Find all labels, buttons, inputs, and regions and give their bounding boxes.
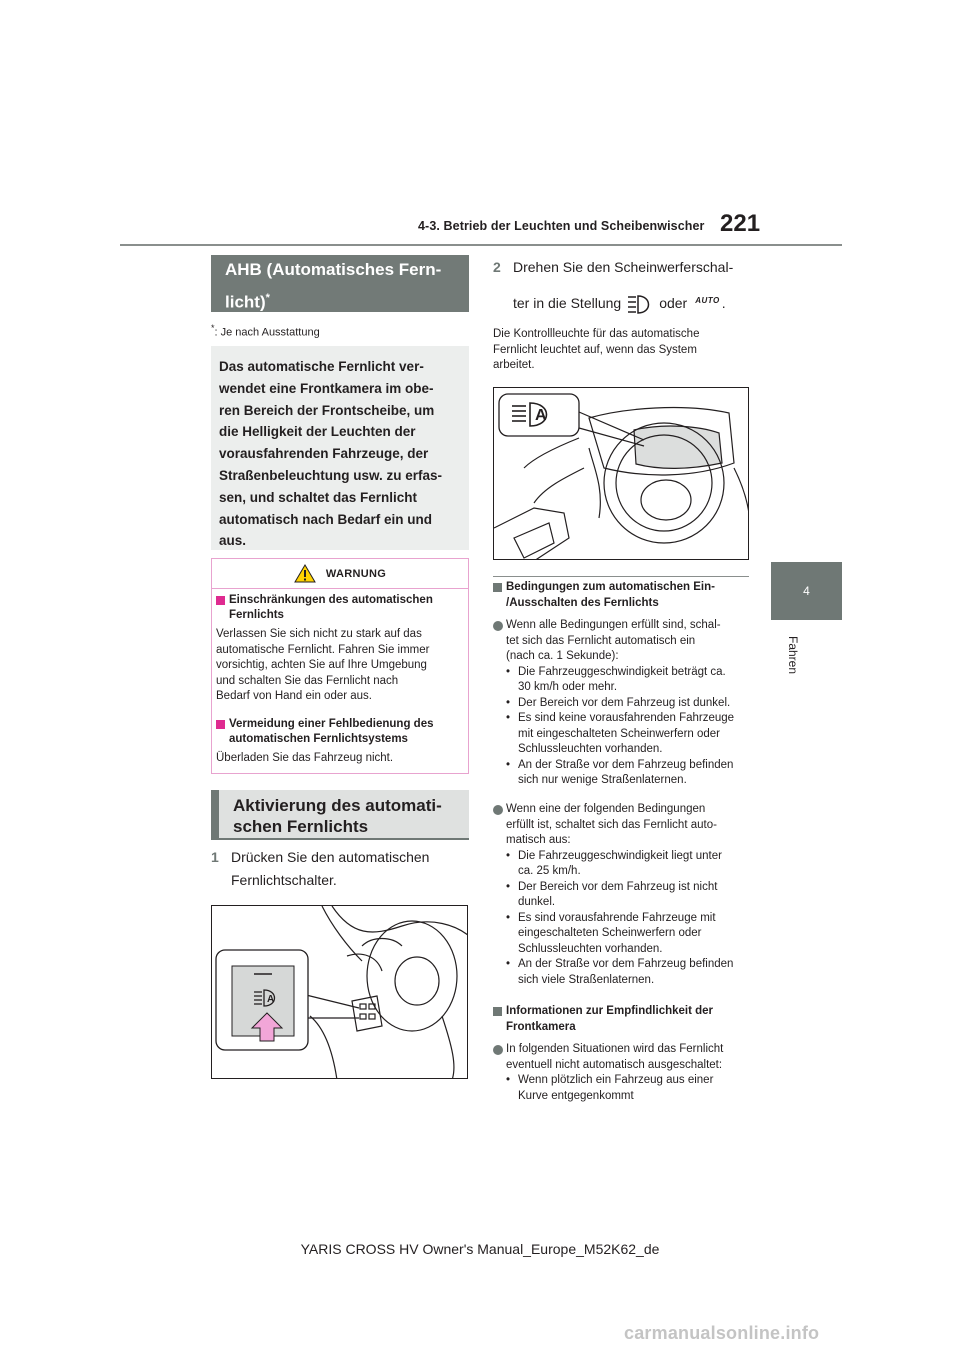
list-item: • An der Straße vor dem Fahrzeug befinden sich viele Straßenlaternen. bbox=[506, 957, 755, 988]
chapter-number: 4 bbox=[803, 584, 810, 598]
warning-subheading-2: Vermeidung einer Fehlbedienung des automatischen Fernlichtsystems bbox=[216, 717, 433, 747]
warning-text-2: Überladen Sie das Fahrzeug nicht. bbox=[216, 752, 394, 764]
dashboard-illustration bbox=[493, 387, 749, 560]
main-title-line2: licht) bbox=[225, 292, 266, 312]
warning-triangle-icon bbox=[294, 564, 316, 583]
list-item: • Der Bereich vor dem Fahrzeug ist nicht dunkel. bbox=[506, 880, 755, 911]
list-item: • Es sind vorausfahrende Fahrzeuge mit eingeschalteten Scheinwerfern oder Schlussleuchten vorhanden. bbox=[506, 911, 755, 958]
instrument-cluster-drawing bbox=[494, 388, 749, 560]
list-item: • Wenn plötzlich ein Fahrzeug aus einer Kurve entgegenkommt bbox=[506, 1073, 755, 1104]
warning-header bbox=[212, 559, 468, 589]
list-item: • An der Straße vor dem Fahrzeug befinden sich nur wenige Straßenlaternen. bbox=[506, 758, 755, 789]
step-1: 1 Drücken Sie den automatischen Fernlichtschalter. bbox=[211, 849, 430, 888]
step-2: 2 Drehen Sie den Scheinwerferschal- ter in die Stellung oder AUTO . bbox=[493, 256, 763, 318]
column-divider bbox=[493, 576, 749, 577]
camera-list bbox=[506, 1073, 755, 1104]
conditions-off-paragraph: Wenn eine der folgenden Bedingungen erfüllt ist, schaltet sich das Fernlicht auto- matisch aus: • Die Fahrzeuggeschwindigkeit liegt unter ca. 25 km/h. • Der Bereich vor dem Fahrzeug ist nicht dunkel. • Es sind vorausfahrende Fahrzeuge mit eingeschalteten Scheinwerfern oder Schlussleuchten vorhanden. • An der Straße vor dem Fahrzeug befinden sich viele Straßenlaternen. bbox=[493, 802, 755, 988]
conditions-on-paragraph: Wenn alle Bedingungen erfüllt sind, schal- tet sich das Fernlicht automatisch ein (nach ca. 1 Sekunde): • Die Fahrzeuggeschwindigkeit beträgt ca. 30 km/h oder mehr. • Der Bereich vor dem Fahrzeug ist dunkel. • Es sind keine vorausfahrenden Fahrzeuge mit eingeschalteten Scheinwerfern oder Schlussleuchten vorhanden. • An der Straße vor dem Fahrzeug befinden sich nur wenige Straßenlaternen. bbox=[493, 618, 755, 789]
conditions-off-list bbox=[506, 849, 755, 989]
section-header: 4-3. Betrieb der Leuchten und Scheibenwischer bbox=[418, 219, 705, 233]
conditions-on-list bbox=[506, 665, 755, 789]
page-footer: YARIS CROSS HV Owner's Manual_Europe_M52K62_de bbox=[300, 1241, 660, 1257]
list-item: • Es sind keine vorausfahrenden Fahrzeuge mit eingeschalteten Scheinwerfern oder Schlussleuchten vorhanden. bbox=[506, 711, 755, 758]
main-title-line1: AHB (Automatisches Fern- bbox=[225, 260, 442, 279]
camera-paragraph: In folgenden Situationen wird das Fernlicht eventuell nicht automatisch ausgeschaltet: • Wenn plötzlich ein Fahrzeug aus einer Kurve entgegenkommt bbox=[493, 1042, 755, 1104]
dashboard-switch-drawing bbox=[212, 906, 468, 1079]
page-number: 221 bbox=[720, 210, 761, 237]
svg-text:A: A bbox=[535, 407, 547, 424]
camera-heading: Informationen zur Empfindlichkeit der Frontkamera bbox=[493, 1004, 753, 1035]
section-title: Aktivierung des automati- schen Fernlichts bbox=[211, 790, 469, 840]
auto-position-icon: AUTO bbox=[695, 296, 720, 305]
main-title bbox=[211, 255, 469, 312]
chapter-name: Fahren bbox=[786, 636, 800, 675]
watermark: carmanualsonline.info bbox=[624, 1323, 820, 1343]
warning-subheading-1: Einschränkungen des automatischen Fernlichts bbox=[216, 593, 433, 623]
indicator-text: Die Kontrollleuchte für das automatische Fernlicht leuchtet auf, wenn das System arbeitet. bbox=[493, 328, 700, 371]
conditions-heading: Bedingungen zum automatischen Ein- /Ausschalten des Fernlichts bbox=[493, 580, 753, 611]
warning-text-1: Verlassen Sie sich nicht zu stark auf das automatische Fernlicht. Fahren Sie immer vorsichtig, achten Sie auf Ihre Umgebung und schalten Sie das Fernlicht nach Bedarf von Hand ein oder aus. bbox=[216, 628, 430, 702]
intro-box: Das automatische Fernlicht ver- wendet eine Frontkamera im obe- ren Bereich der Frontscheibe, um die Helligkeit der Leuchten der vorausfahrenden Fahrzeuge, der Straßenbeleuchtung usw. zu erfas- sen, und schaltet das Fernlicht automatisch nach Bedarf ein und aus. bbox=[211, 346, 469, 550]
header-divider bbox=[120, 244, 842, 246]
warning-title: WARNUNG bbox=[325, 567, 387, 580]
svg-text:A: A bbox=[267, 994, 275, 1005]
warning-box bbox=[211, 558, 469, 774]
list-item: • Der Bereich vor dem Fahrzeug ist dunkel. bbox=[506, 696, 755, 712]
main-title-marker: * bbox=[265, 292, 270, 304]
switch-illustration bbox=[211, 905, 468, 1079]
list-item: • Die Fahrzeuggeschwindigkeit beträgt ca. 30 km/h oder mehr. bbox=[506, 665, 755, 696]
auto-high-beam-symbol-icon bbox=[627, 293, 653, 315]
footnote: *: Je nach Ausstattung bbox=[211, 323, 320, 339]
list-item: • Die Fahrzeuggeschwindigkeit liegt unter ca. 25 km/h. bbox=[506, 849, 755, 880]
chapter-tab[interactable] bbox=[771, 562, 842, 620]
